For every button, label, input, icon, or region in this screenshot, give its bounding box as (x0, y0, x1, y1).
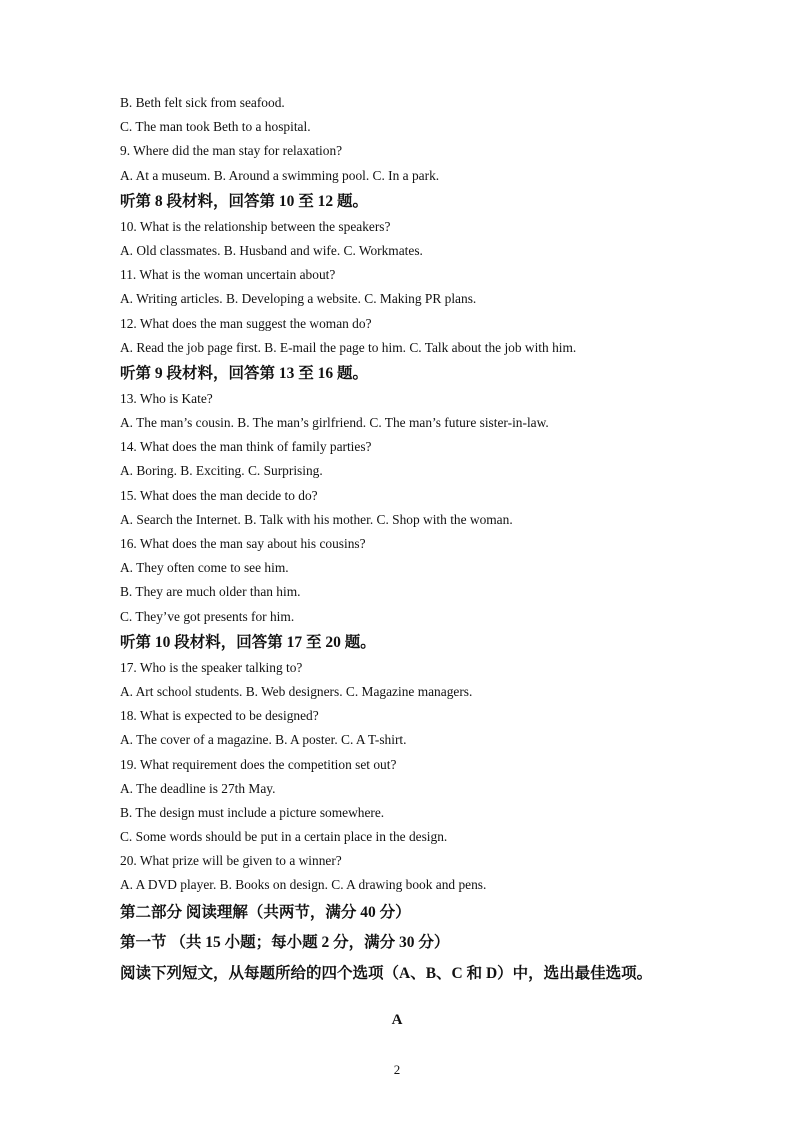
option-line: A. The deadline is 27th May. (120, 780, 276, 796)
part-heading: 阅读下列短文，从每题所给的四个选项（A、B、C 和 D）中，选出最佳选项。 (120, 964, 653, 982)
option-line: A. Art school students. B. Web designers. C. Magazine managers. (120, 683, 473, 699)
question-line: 19. What requirement does the competition set out? (120, 756, 397, 772)
option-line: A. The man’s cousin. B. The man’s girlfriend. C. The man’s future sister-in-law. (120, 415, 549, 431)
option-line: A. The cover of a magazine. B. A poster. C. A T-shirt. (120, 732, 407, 748)
question-line: 11. What is the woman uncertain about? (120, 267, 336, 283)
document-body (120, 91, 720, 989)
option-line: A. Search the Internet. B. Talk with his mother. C. Shop with the woman. (120, 511, 513, 527)
part-heading: 第一节 （共 15 小题；每小题 2 分，满分 30 分） (120, 934, 450, 952)
question-line: 13. Who is Kate? (120, 390, 213, 406)
question-line: 18. What is expected to be designed? (120, 708, 319, 724)
question-line: 12. What does the man suggest the woman do? (120, 315, 372, 331)
passage-label: A (391, 1012, 403, 1028)
part-heading: 第二部分 阅读理解（共两节，满分 40 分） (120, 903, 411, 921)
option-line: A. At a museum. B. Around a swimming pool. C. In a park. (120, 167, 440, 183)
page-number: 2 (393, 1062, 401, 1077)
question-line: 17. Who is the speaker talking to? (120, 659, 303, 675)
option-line: B. Beth felt sick from seafood. (120, 95, 285, 110)
question-line: 9. Where did the man stay for relaxation? (120, 143, 343, 159)
section-heading: 听第 8 段材料，回答第 10 至 12 题。 (120, 192, 369, 210)
option-line: A. Old classmates. B. Husband and wife. C. Workmates. (120, 242, 423, 258)
question-line: 10. What is the relationship between the speakers? (120, 218, 391, 234)
question-line: 20. What prize will be given to a winner? (120, 853, 342, 869)
question-line: 14. What does the man think of family parties? (120, 439, 372, 455)
question-line: 15. What does the man decide to do? (120, 487, 318, 503)
option-line: A. A DVD player. B. Books on design. C. A drawing book and pens. (120, 877, 487, 893)
option-line: A. Writing articles. B. Developing a website. C. Making PR plans. (120, 291, 477, 307)
option-line: C. Some words should be put in a certain place in the design. (120, 829, 448, 845)
option-line: A. Boring. B. Exciting. C. Surprising. (120, 463, 323, 479)
option-line: A. Read the job page first. B. E-mail the page to him. C. Talk about the job with him. (120, 339, 577, 355)
question-line: 16. What does the man say about his cousins? (120, 536, 366, 551)
option-line: B. The design must include a picture somewhere. (120, 804, 385, 820)
section-heading: 听第 10 段材料，回答第 17 至 20 题。 (120, 633, 376, 651)
section-heading: 听第 9 段材料，回答第 13 至 16 题。 (120, 364, 369, 382)
option-line: A. They often come to see him. (120, 560, 289, 576)
option-line: C. The man took Beth to a hospital. (120, 119, 311, 135)
option-line: C. They’ve got presents for him. (120, 608, 295, 624)
option-line: B. They are much older than him. (120, 584, 301, 600)
